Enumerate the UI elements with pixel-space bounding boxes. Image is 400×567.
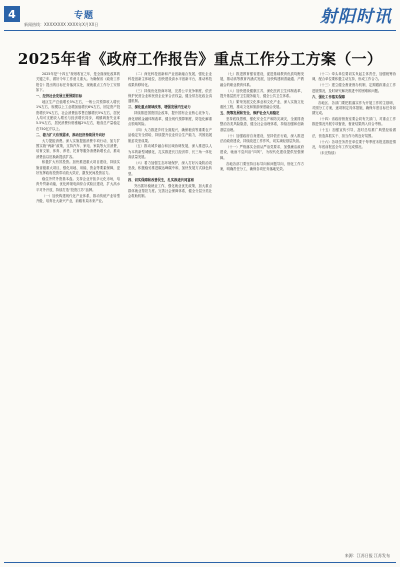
section-heading: 五、统筹发展和安全，维护社会大局稳定 [220, 111, 280, 116]
article-body [36, 72, 396, 542]
paragraph: （三）持续优化营商环境，完善公平竞争制度，依法保护民营企业和民营企业家合法权益，健全常态化政企沟通机制。 [128, 88, 212, 104]
paragraph: （十四）省政府督查室要会同有关部门，对重点工作推进情况开展专项督查，督查结果纳入综合考核。 [312, 117, 396, 127]
paragraph: 持续推进国资国企改革，提升国有企业核心竞争力。深化财税金融体制改革，健全现代预算制度，防范化解重点领域风险。 [128, 111, 212, 126]
section-heading: 三、深化重点领域改革，增强发展内生动力 [128, 105, 191, 110]
paper-info: 新闻热线：XXXXXXXX XXXX年X月XX日 [24, 22, 99, 27]
paragraph: （十三）建立健全督查督办机制，定期跟踪重点工作进展情况，及时研究解决推进中的困难和问题。 [312, 83, 396, 93]
newspaper-logo: 射阳时讯 [320, 7, 392, 27]
section-heading: 一、经济社会发展主要预期目标 [36, 93, 83, 98]
paragraph: 2025年是“十四五”规划收官之年，是全面深化改革的关键之年，做好今年工作意义重大。为确保省《政府工作报告》提出的目标任务落到实处，现就重点工作分工安排如下。 [36, 72, 120, 93]
paragraph: （十六）各项任务责任单位要于每季度末报送推进情况，年底前报送全年工作完成情况。 [312, 139, 396, 150]
paragraph: 积极扩大有效投资。加快推进重大项目建设，持续实施省级重大项目，强化用地、用能、资金等要素保障，更好发挥政府投资带动放大效应，激发民间投资活力。 [36, 160, 120, 176]
text-column [312, 72, 396, 542]
paragraph: （十五）加强宣传引导，及时总结推广典型经验做法，营造真抓实干、担当作为的良好氛围。 [312, 128, 396, 138]
paragraph: （七）推进教育强省建设，促进基础教育优质均衡发展，推动高等教育内涵式发展，加快构建职普融通、产教融合的职业教育体系。 [220, 72, 304, 87]
text-column [36, 72, 120, 542]
paragraph: 坚持底线思维，强化安全生产和防灾减灾，全面排查整治各类风险隐患，健全社会治理体系，持续加强和创新基层治理。 [220, 117, 304, 132]
page-number: 4 [4, 6, 20, 22]
paragraph: （六）着力加强生态环境保护，深入打好污染防治攻坚战，积极稳妥推进碳达峰碳中和，加快发展方式绿色转型。 [128, 161, 212, 176]
text-column [128, 72, 212, 542]
section-heading: 二、着力扩大有效需求，推动经济持续回升向好 [36, 132, 106, 137]
source-note: 来源：江苏日报 江苏发布 [344, 553, 390, 558]
paragraph: （五）推动城乡融合和区域协调发展，深入推进以人为本的新型城镇化，扎实推进长江经济带、长三角一体化高质量发展。 [128, 144, 212, 160]
section-heading: 四、切实保障和改善民生，扎实推进共同富裕 [128, 177, 194, 182]
text-column [220, 72, 304, 542]
paragraph: （十）加强政府自身建设，坚持依法行政，深入推进法治政府建设，持续改进工作作风，切实减轻基层负担。 [220, 133, 304, 144]
paragraph: （十一）严格落实全面从严治党要求，加强廉洁政府建设，驰而不息纠治“四风”，为现代化建设提供坚强保障。 [220, 145, 304, 160]
paragraph: （未完待续） [318, 150, 338, 155]
paragraph: （二）深化科技创新和产业创新融合发展，强化企业科技创新主体地位，加快建设高水平创新平台，推动科技成果转移转化。 [128, 72, 212, 87]
paragraph: 大力提振消费。深入实施提振消费专项行动，加力扩围实施“两新”政策，支持汽车、家电、家装等大宗消费，培育文旅、体育、养老、托育等服务消费新增长点，推动消费品以旧换新提质扩容。 [36, 138, 120, 159]
title-row [0, 48, 400, 69]
page-header [0, 0, 400, 34]
paragraph: 各地各部门要坚持目标导向和问题导向，细化工作方案，明确责任分工，确保各项任务落地见效。 [220, 161, 304, 171]
paragraph: 稳住外贸外资基本盘。支持企业开拓多元化市场，培育外贸新动能，优化跨境电商综合试验区建设，扩大高水平对外开放，持续打造“投资江苏”品牌。 [36, 177, 120, 192]
header-rule [4, 30, 396, 31]
footer-rule [4, 562, 396, 563]
section-heading: 六、强化工作落实保障 [312, 94, 345, 99]
paragraph: （四）大力推进乡村全面振兴，确保粮食等重要农产品稳定安全供给，持续提升农业综合生产能力，巩固拓展脱贫攻坚成果。 [128, 127, 212, 143]
paragraph: （九）繁荣发展文化事业和文化产业，深入实施文化惠民工程，推动文化和旅游深度融合发展。 [220, 99, 304, 110]
paragraph: 突出抓好稳就业工作，强化就业优先政策，加大重点群体就业帮扶力度。完善社会保障体系，健全分层分类社会救助机制。 [128, 183, 212, 199]
paragraph: 各地区、各部门要把抓落实作为开展工作的主基调，对照分工方案，逐项制定具体措施，确保年度目标任务如期完成。 [312, 100, 396, 116]
article-title: 2025年省《政府工作报告》重点工作分工方案（一） [17, 50, 383, 68]
section-label: 专题 [74, 11, 95, 21]
paragraph: 地区生产总值增长5%左右，一般公共预算收入增长1%左右，规模以上工业增加值增长6%左右，固定资产投资增长5%左右，社会消费品零售总额增长5%左右，居民人均可支配收入增长与经济增长同步，城镇调查失业率5.5%左右，居民消费价格涨幅2%左右，粮食总产量稳定在750亿斤以上。 [36, 99, 120, 131]
paragraph: （十二）牵头单位要切实负起主体责任，加强统筹协调，配合单位要积极主动支持，形成工作合力。 [312, 72, 396, 82]
paragraph: （八）加快建设健康江苏，深化医药卫生体制改革，提升基层医疗卫生服务能力，健全公共卫生体系。 [220, 88, 304, 98]
paragraph: （一）加快构建现代化产业体系，推动传统产业转型升级，培育壮大新兴产业，前瞻布局未来产业。 [36, 193, 120, 204]
